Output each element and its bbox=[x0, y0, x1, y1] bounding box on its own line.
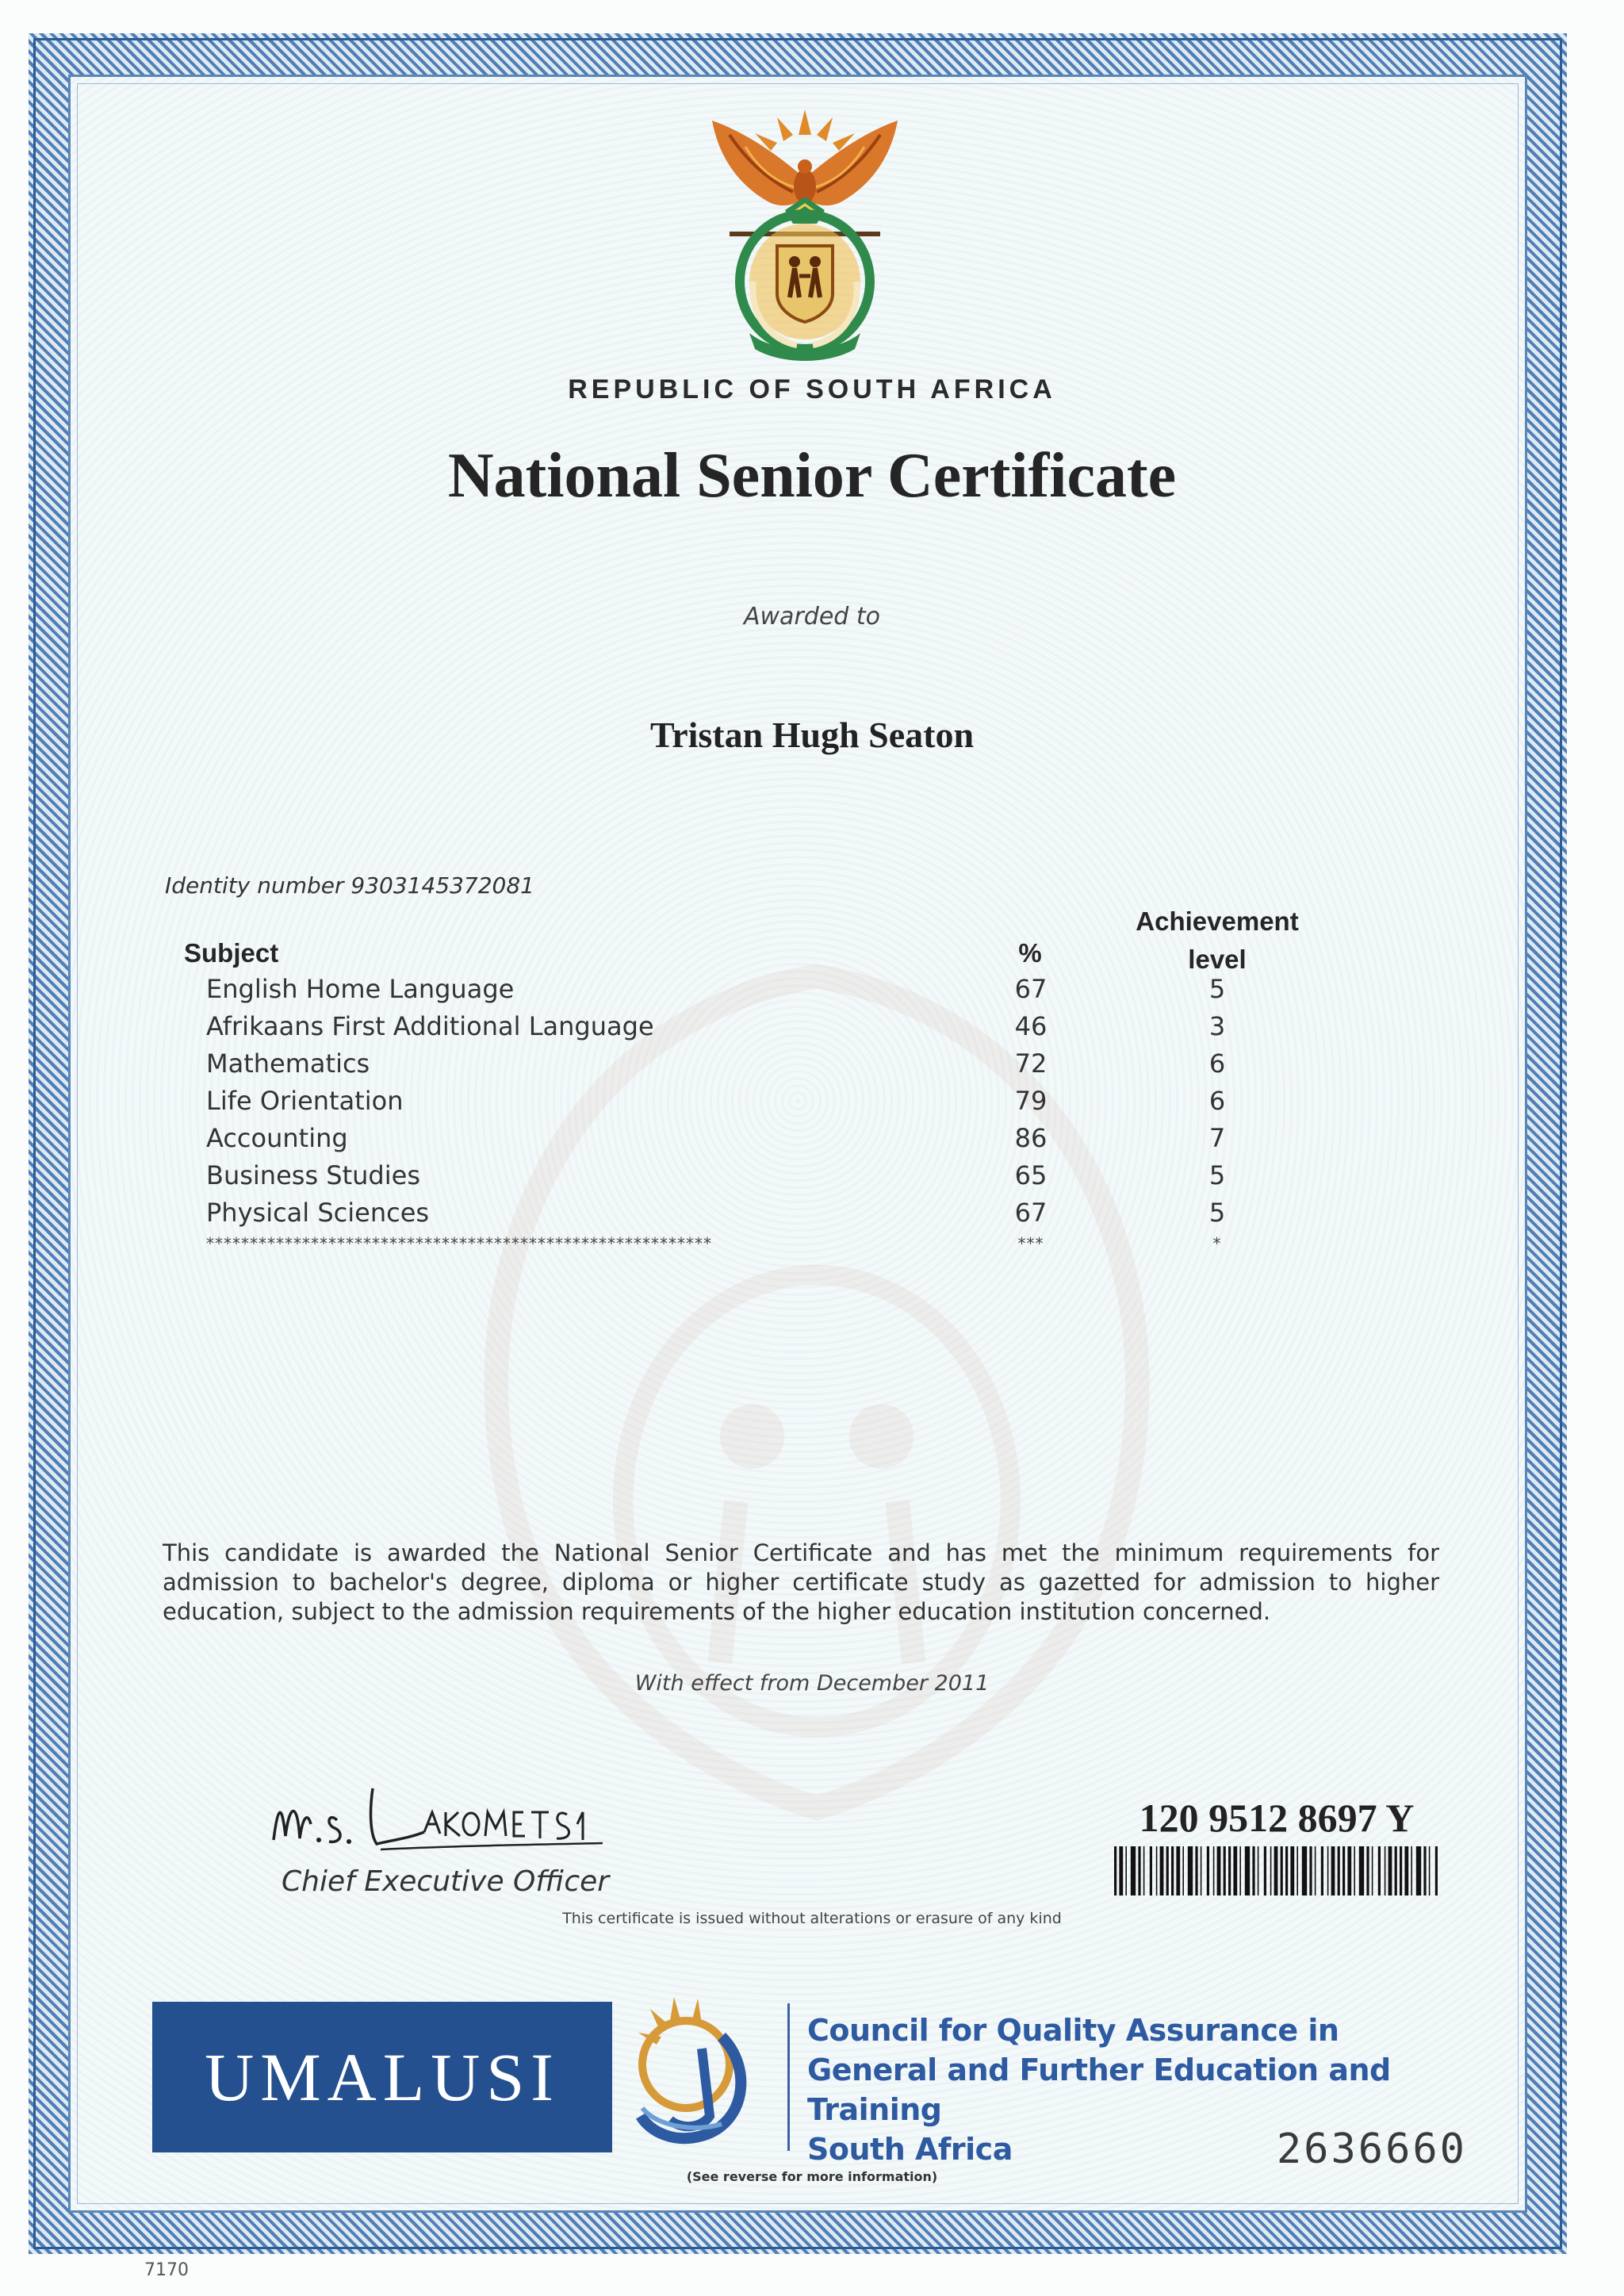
umalusi-wordmark: UMALUSI bbox=[205, 2039, 560, 2115]
subject-percent: 86 bbox=[1014, 1123, 1048, 1153]
filler-subject: ********************************************************** bbox=[206, 1234, 712, 1253]
serial-number: 2636660 bbox=[1276, 2125, 1467, 2173]
subject-name: Business Studies bbox=[206, 1160, 420, 1190]
table-row bbox=[0, 1198, 1624, 1234]
subject-percent: 67 bbox=[1014, 974, 1048, 1004]
subject-percent: 79 bbox=[1014, 1086, 1048, 1116]
umalusi-brand-box bbox=[152, 2002, 612, 2152]
table-row bbox=[0, 974, 1624, 1010]
certificate-number: 120 9512 8697 Y bbox=[1139, 1796, 1415, 1840]
subject-column-header: Subject bbox=[184, 938, 279, 968]
awarded-to-label: Awarded to bbox=[744, 603, 880, 631]
effective-date: With effect from December 2011 bbox=[634, 1671, 990, 1696]
corner-code: 7170 bbox=[144, 2260, 189, 2280]
table-row bbox=[0, 1048, 1624, 1085]
table-row bbox=[0, 1160, 1624, 1197]
signatory-title: Chief Executive Officer bbox=[282, 1865, 610, 1898]
reverse-note: (See reverse for more information) bbox=[686, 2169, 938, 2184]
subject-level: 5 bbox=[1208, 1198, 1226, 1228]
barcode bbox=[1114, 1846, 1443, 1895]
country-heading: REPUBLIC OF SOUTH AFRICA bbox=[568, 374, 1056, 404]
subject-percent: 72 bbox=[1014, 1048, 1048, 1079]
ceo-signature bbox=[262, 1777, 626, 1864]
achievement-header-line2: level bbox=[1188, 945, 1247, 974]
subject-percent: 46 bbox=[1014, 1011, 1048, 1041]
subject-level: 6 bbox=[1208, 1048, 1226, 1079]
council-line-2: General and Further Education and Training bbox=[807, 2053, 1391, 2127]
table-row bbox=[0, 1123, 1624, 1159]
subject-level: 5 bbox=[1208, 974, 1226, 1004]
subject-name: Accounting bbox=[206, 1123, 348, 1153]
recipient-name: Tristan Hugh Seaton bbox=[649, 715, 975, 755]
subject-level: 3 bbox=[1208, 1011, 1226, 1041]
council-line-3: South Africa bbox=[807, 2132, 1013, 2167]
subject-name: English Home Language bbox=[206, 974, 515, 1004]
table-row bbox=[0, 1086, 1624, 1122]
subject-name: Afrikaans First Additional Language bbox=[206, 1011, 654, 1041]
subject-level: 6 bbox=[1208, 1086, 1226, 1116]
percent-column-header: % bbox=[1018, 938, 1042, 968]
council-line-1: Council for Quality Assurance in bbox=[807, 2013, 1339, 2048]
certificate-title: National Senior Certificate bbox=[447, 441, 1177, 511]
coat-of-arms-icon bbox=[698, 103, 912, 365]
achievement-column-header bbox=[1110, 903, 1324, 979]
filler-level: * bbox=[1212, 1234, 1222, 1253]
subject-level: 7 bbox=[1208, 1123, 1226, 1153]
subject-level: 5 bbox=[1208, 1160, 1226, 1190]
table-row bbox=[0, 1011, 1624, 1048]
award-statement: This candidate is awarded the National Senior Certificate and has met the minimum requirements for admission to bachelor's degree, diploma or higher certificate study as gazetted for admission to higher education, subject to the admission requirements of the higher education institution concerned. bbox=[163, 1539, 1439, 1625]
subject-name: Physical Sciences bbox=[206, 1198, 430, 1228]
identity-number: Identity number 9303145372081 bbox=[165, 872, 534, 899]
subject-name: Mathematics bbox=[206, 1048, 370, 1079]
achievement-header-line1: Achievement bbox=[1136, 907, 1299, 936]
footer-divider bbox=[787, 2003, 790, 2151]
subject-name: Life Orientation bbox=[206, 1086, 404, 1116]
subject-percent: 67 bbox=[1014, 1198, 1048, 1228]
umalusi-logo-icon bbox=[626, 1989, 769, 2171]
issued-note: This certificate is issued without alterations or erasure of any kind bbox=[562, 1910, 1062, 1927]
subject-percent: 65 bbox=[1014, 1160, 1048, 1190]
filler-percent: *** bbox=[1017, 1234, 1044, 1253]
